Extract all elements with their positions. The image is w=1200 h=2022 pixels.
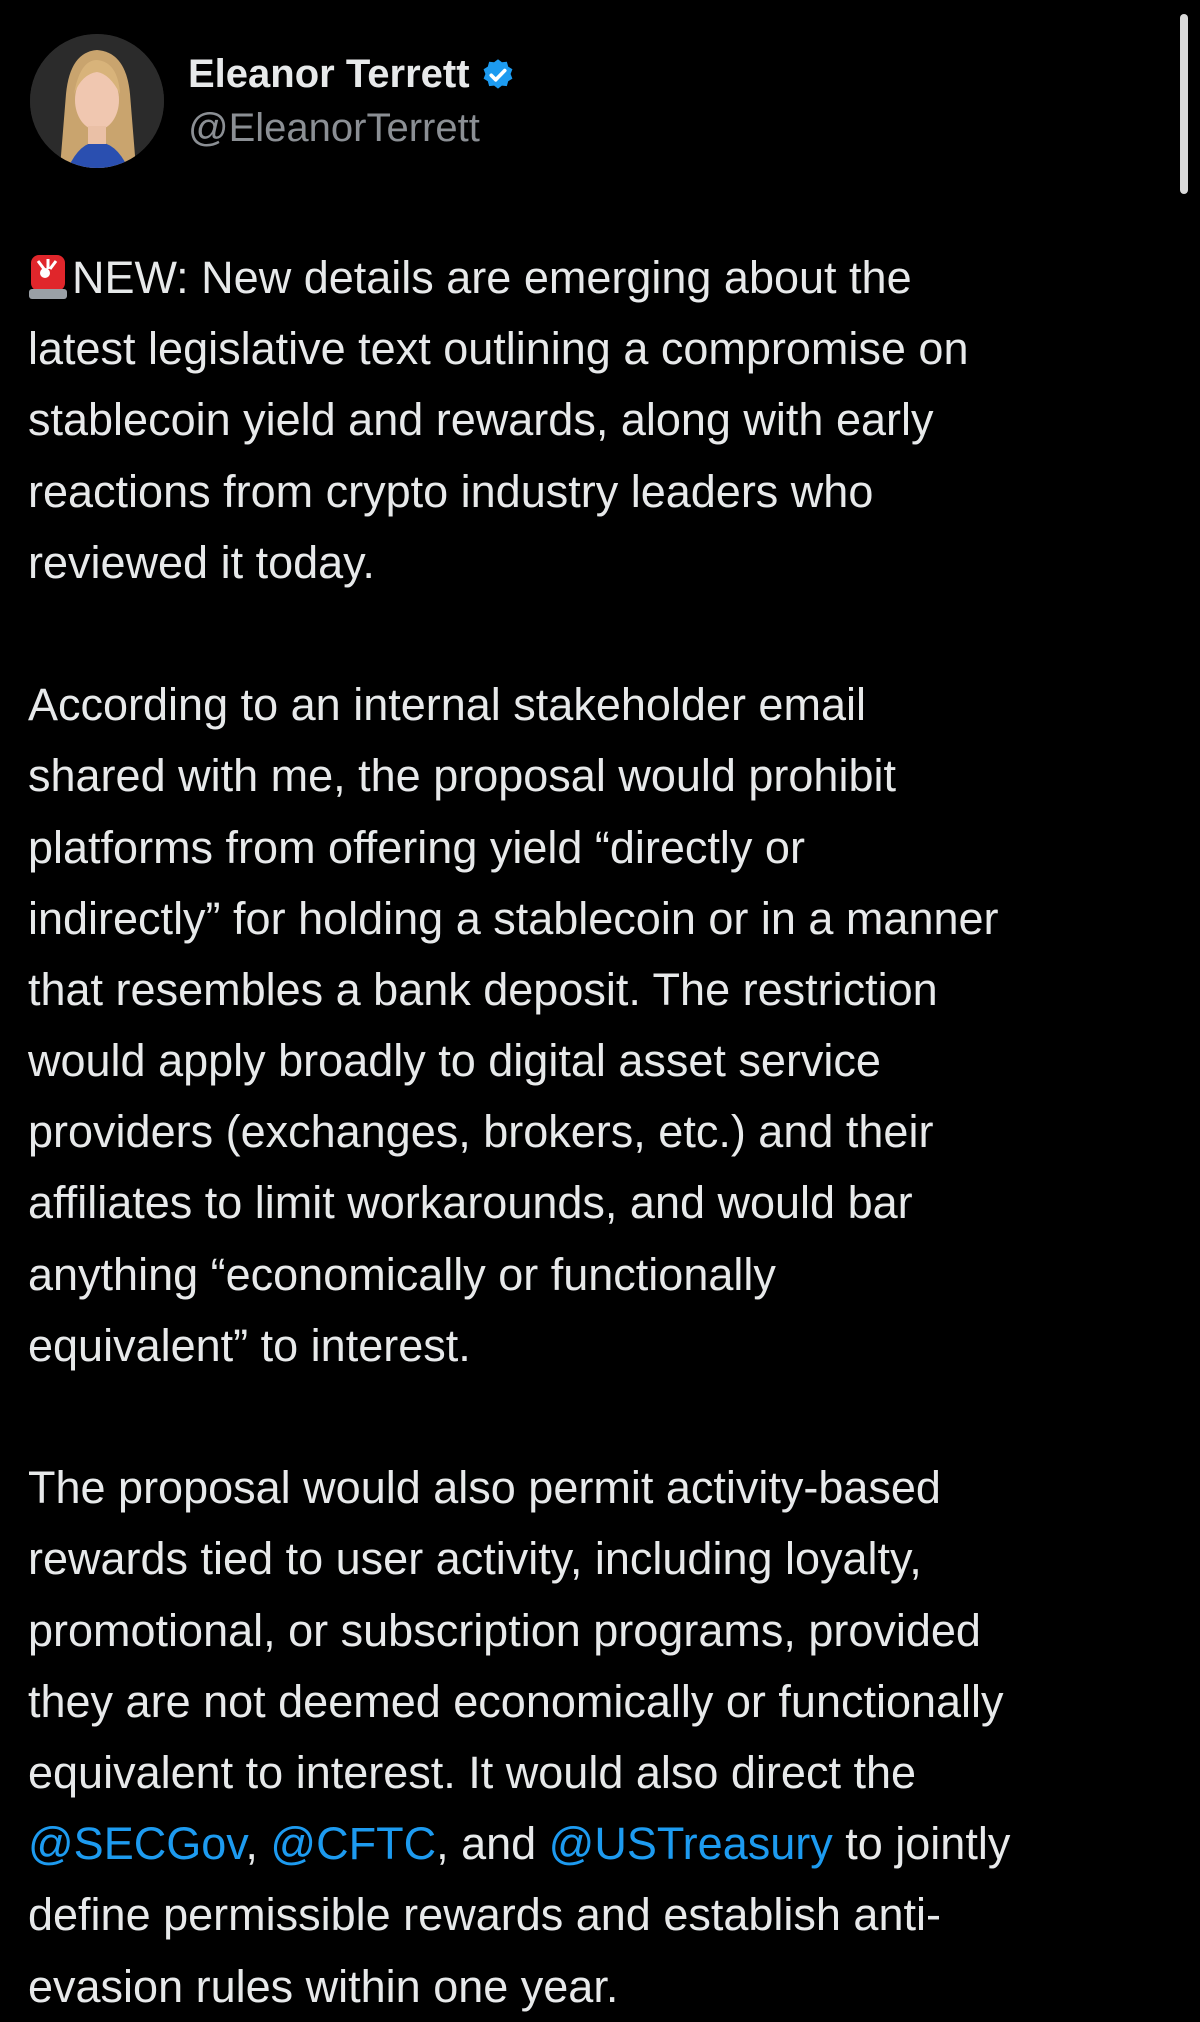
text-segment: reactions from crypto industry leaders who <box>28 465 874 517</box>
text-line <box>28 954 1010 1025</box>
blank-line <box>28 598 1010 669</box>
text-line <box>28 1025 1010 1096</box>
text-line <box>28 1239 1010 1310</box>
text-line <box>28 1167 1010 1238</box>
text-segment: stablecoin yield and rewards, along with early <box>28 394 934 446</box>
text-line <box>28 1951 1010 2022</box>
mention-link[interactable]: @CFTC <box>270 1818 437 1870</box>
blank-line <box>28 1381 1010 1452</box>
text-segment: latest legislative text outlining a compromise on <box>28 323 969 375</box>
text-segment: , <box>245 1818 271 1870</box>
verified-badge-icon <box>480 57 516 93</box>
text-line <box>28 1523 1010 1594</box>
text-line <box>28 883 1010 954</box>
text-segment: shared with me, the proposal would prohibit <box>28 750 896 802</box>
text-line <box>28 740 1010 811</box>
text-line <box>28 1310 1010 1381</box>
text-segment: rewards tied to user activity, including loyalty, <box>28 1533 922 1585</box>
text-line <box>28 1595 1010 1666</box>
text-segment: to jointly <box>832 1818 1011 1870</box>
text-segment: According to an internal stakeholder email <box>28 679 866 731</box>
text-line <box>28 812 1010 883</box>
text-segment: anything “economically or functionally <box>28 1248 776 1300</box>
text-line <box>28 456 1010 527</box>
scrollbar[interactable] <box>1180 14 1188 194</box>
tweet-text <box>28 242 1010 2022</box>
mention-link[interactable]: @SECGov <box>28 1818 246 1870</box>
avatar-photo-icon <box>30 34 164 168</box>
text-segment: equivalent to interest. It would also direct the <box>28 1746 917 1798</box>
text-segment: equivalent” to interest. <box>28 1319 471 1371</box>
text-segment: define permissible rewards and establish anti- <box>28 1889 941 1941</box>
text-line <box>28 527 1010 598</box>
text-line <box>28 669 1010 740</box>
text-line <box>28 1808 1010 1879</box>
text-line <box>28 313 1010 384</box>
text-segment: promotional, or subscription programs, provided <box>28 1604 981 1656</box>
text-segment: would apply broadly to digital asset service <box>28 1035 881 1087</box>
text-line <box>28 384 1010 455</box>
mention-link[interactable]: @USTreasury <box>548 1818 833 1870</box>
author-name[interactable]: Eleanor Terrett <box>188 52 470 96</box>
avatar[interactable] <box>30 34 164 168</box>
text-line <box>28 242 1010 313</box>
text-segment: providers (exchanges, brokers, etc.) and their <box>28 1106 934 1158</box>
text-segment: platforms from offering yield “directly or <box>28 821 805 873</box>
text-segment: reviewed it today. <box>28 536 375 588</box>
text-segment: NEW: New details are emerging about the <box>72 252 912 303</box>
text-segment: that resembles a bank deposit. The restriction <box>28 963 938 1015</box>
text-segment: affiliates to limit workarounds, and would bar <box>28 1177 913 1229</box>
text-line <box>28 1096 1010 1167</box>
text-segment: indirectly” for holding a stablecoin or in a manner <box>28 892 999 944</box>
author-handle[interactable]: @EleanorTerrett <box>188 106 480 150</box>
text-segment: , and <box>436 1818 549 1870</box>
text-segment: The proposal would also permit activity-based <box>28 1462 941 1514</box>
text-segment: they are not deemed economically or functionally <box>28 1675 1004 1727</box>
text-line <box>28 1737 1010 1808</box>
text-segment: evasion rules within one year. <box>28 1960 619 2012</box>
text-line <box>28 1879 1010 1950</box>
police-light-emoji-icon <box>28 250 68 300</box>
text-line <box>28 1452 1010 1523</box>
author-name-row[interactable] <box>188 52 516 97</box>
text-line <box>28 1666 1010 1737</box>
